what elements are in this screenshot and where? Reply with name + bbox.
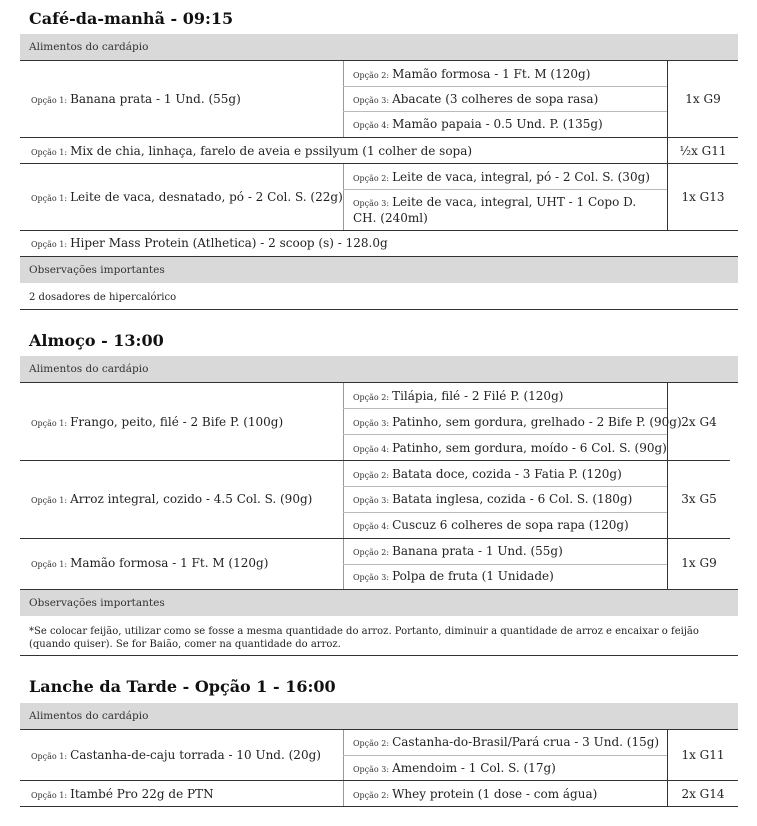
food-option1: Opção 1: Mamão formosa - 1 Ft. M (120g) [31,556,269,570]
divider [343,434,667,435]
divider [343,164,344,230]
portion-qty: 1x G9 [681,556,717,570]
food-option1: Opção 1: Banana prata - 1 Und. (55g) [31,92,241,106]
section-header-cafe: Alimentos do cardápio [20,34,738,60]
divider [20,382,738,383]
food-alt: Opção 2: Batata doce, cozida - 3 Fatia P. (120g) [353,467,622,481]
divider [20,655,738,656]
divider [20,163,738,164]
divider [343,486,667,487]
divider [20,309,738,310]
food-alt: Opção 3: Amendoim - 1 Col. S. (17g) [353,761,556,775]
food-option1: Opção 1: Itambé Pro 22g de PTN [31,787,214,801]
food-option1: Opção 1: Leite de vaca, desnatado, pó - 2 Col. S. (22g) [31,190,343,204]
portion-qty: ½x G11 [679,144,727,158]
portion-qty: 1x G9 [685,92,721,106]
obs-header-cafe: Observações importantes [20,257,738,283]
section-header-almoco: Alimentos do cardápio [20,356,738,382]
obs-text-almoco: *Se colocar feijão, utilizar como se fosse a mesma quantidade do arroz. Portanto, diminuir a quantidade de arroz e encaixar o feijão (quando quiser). Se for Baião, comer na quantidade do arroz. [29,626,699,650]
divider [343,461,344,538]
food-alt: Opção 3: Polpa de fruta (1 Unidade) [353,569,554,583]
food-alt: Opção 2: Banana prata - 1 Und. (55g) [353,544,563,558]
food-option1: Opção 1: Frango, peito, filé - 2 Bife P. (100g) [31,415,284,429]
divider [343,755,667,756]
food-alt: Opção 3: Patinho, sem gordura, grelhado - 2 Bife P. (90g) [353,415,682,429]
portion-qty: 2x G4 [681,415,717,429]
food-alt: Opção 4: Mamão papaia - 0.5 Und. P. (135g) [353,117,603,131]
obs-text-cafe: 2 dosadores de hipercalórico [29,292,177,303]
divider [343,564,667,565]
divider [20,230,738,231]
meal-title-lanche: Lanche da Tarde - Opção 1 - 16:00 [29,677,336,696]
divider [343,512,667,513]
food-option1: Opção 1: Mix de chia, linhaça, farelo de aveia e pssilyum (1 colher de sopa) [31,144,473,158]
food-alt: Opção 4: Cuscuz 6 colheres de sopa rapa (120g) [353,518,629,532]
divider [20,137,738,138]
food-alt: Opção 2: Mamão formosa - 1 Ft. M (120g) [353,67,591,81]
food-alt: Opção 4: Patinho, sem gordura, moído - 6 Col. S. (90g) [353,441,667,455]
food-option1: Opção 1: Hiper Mass Protein (Atlhetica) - 2 scoop (s) - 128.0g [31,236,388,250]
food-option1: Opção 1: Arroz integral, cozido - 4.5 Col. S. (90g) [31,492,313,506]
divider [343,189,667,190]
divider [343,86,667,87]
meal-title-cafe: Café-da-manhã - 09:15 [29,9,234,28]
divider [343,61,344,137]
divider [20,806,738,807]
divider [20,60,738,61]
divider [343,408,667,409]
divider [20,460,730,461]
portion-qty: 1x G13 [681,190,725,204]
food-alt: Opção 3: Abacate (3 colheres de sopa rasa) [353,92,599,106]
meal-title-almoco: Almoço - 13:00 [29,331,164,350]
portion-qty: 1x G11 [681,748,725,762]
portion-qty: 2x G14 [681,787,725,801]
food-alt: Opção 3: Batata inglesa, cozida - 6 Col. S. (180g) [353,492,633,506]
divider [343,111,667,112]
obs-header-almoco: Observações importantes [20,590,738,616]
food-alt: Opção 3: Leite de vaca, integral, UHT - 1 Copo D. CH. (240ml) [353,195,637,225]
food-alt: Opção 2: Castanha-do-Brasil/Pará crua - 3 Und. (15g) [353,735,660,749]
food-alt: Opção 2: Tilápia, filé - 2 Filé P. (120g) [353,389,564,403]
portion-qty: 3x G5 [681,492,717,506]
divider [343,781,344,806]
food-option1: Opção 1: Castanha-de-caju torrada - 10 Und. (20g) [31,748,321,762]
divider [343,383,344,460]
divider [20,538,730,539]
divider [20,780,738,781]
food-alt: Opção 2: Leite de vaca, integral, pó - 2 Col. S. (30g) [353,170,650,184]
section-header-lanche: Alimentos do cardápio [20,703,738,729]
food-alt: Opção 2: Whey protein (1 dose - com água) [353,787,598,801]
divider [20,729,738,730]
